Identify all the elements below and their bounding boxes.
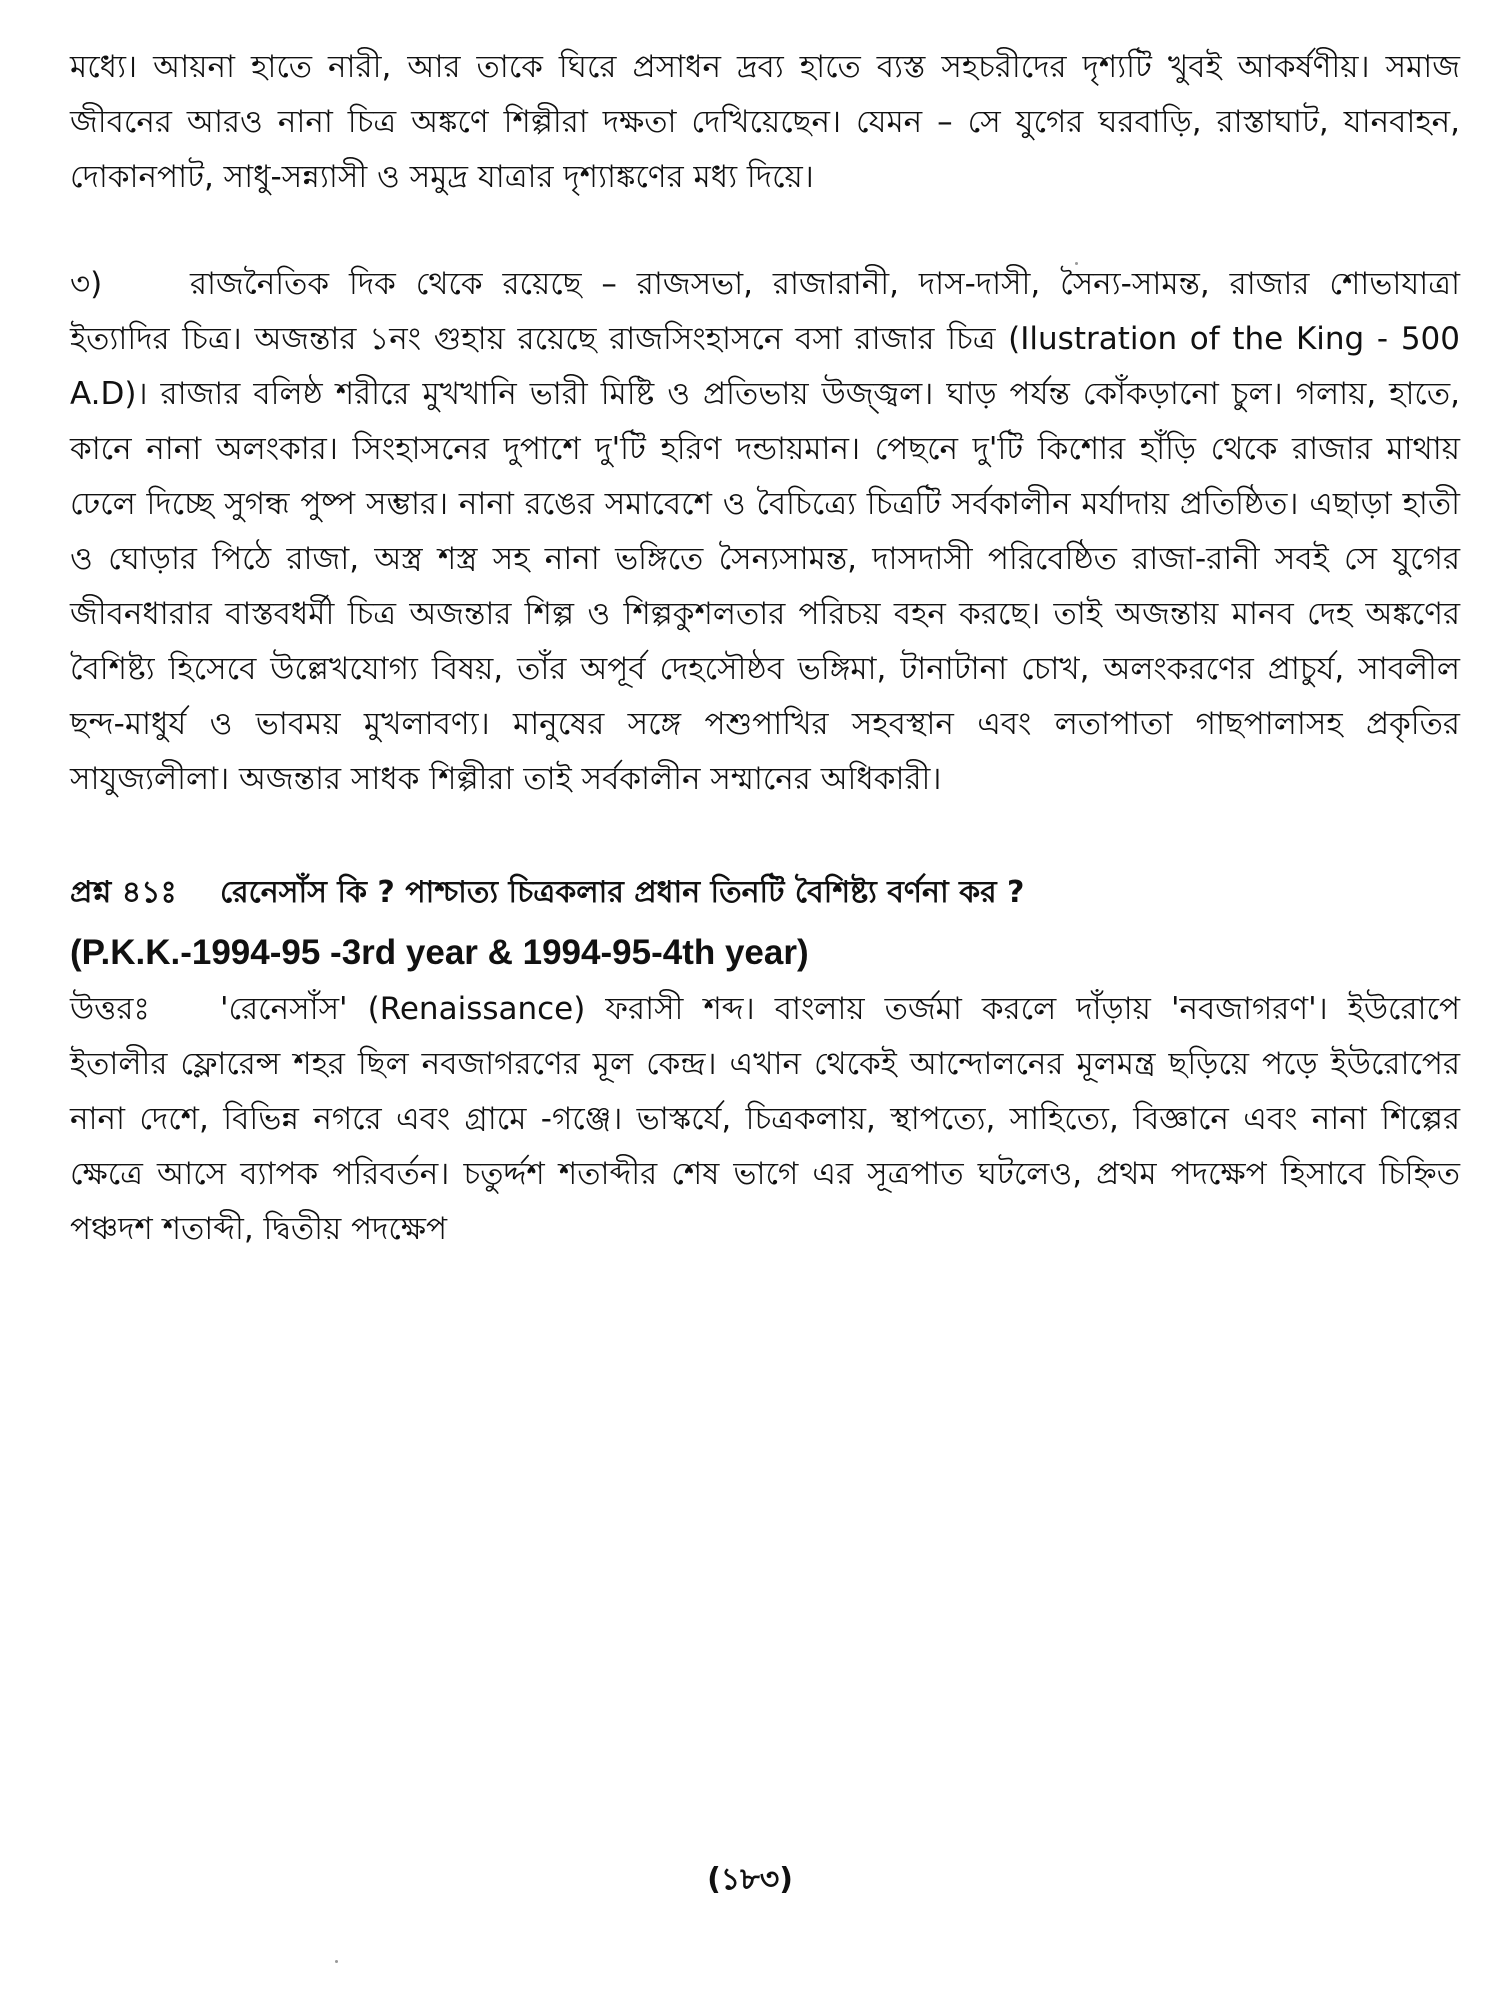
page-number: (১৮৩) — [707, 1862, 793, 1897]
paragraph-society: মধ্যে। আয়না হাতে নারী, আর তাকে ঘিরে প্রসাধন দ্রব্য হাতে ব্যস্ত সহচরীদের দৃশ্যটি খুবই আকর্ষণীয়। সমাজ জীবনের আরও নানা চিত্র অঙ্কণে শিল্পীরা দক্ষতা দেখিয়েছেন। যেমন – সে যুগের ঘরবাড়ি, রাস্তাঘাট, যানবাহন, দোকানপাট, সাধু-সন্ন্যাসী ও সমুদ্র যাত্রার দৃশ্যাঙ্কণের মধ্য দিয়ে। — [70, 49, 1460, 195]
exam-reference: (P.K.K.-1994-95 -3rd year & 1994-95-4th year) — [70, 933, 809, 972]
answer-paragraph — [70, 982, 1460, 1257]
question-text: রেনেসাঁস কি ? পাশ্চাত্য চিত্রকলার প্রধান তিনটি বৈশিষ্ট্য বর্ণনা কর ? — [220, 875, 1025, 910]
answer-label: উত্তরঃ — [70, 991, 150, 1027]
answer-text: 'রেনেসাঁস' (Renaissance) ফরাসী শব্দ। বাংলায় তর্জমা করলে দাঁড়ায় 'নবজাগরণ'। ইউরোপে ইতালীর ফ্লোরেন্স শহর ছিল নবজাগরণের মূল কেন্দ্র। এখান থেকেই আন্দোলনের মূলমন্ত্র ছড়িয়ে পড়ে ইউরোপের নানা দেশে, বিভিন্ন নগরে এবং গ্রামে -গঞ্জে। ভাস্কর্যে, চিত্রকলায়, স্থাপত্যে, সাহিত্যে, বিজ্ঞানে এবং নানা শিল্পের ক্ষেত্রে আসে ব্যাপক পরিবর্তন। চতুর্দ্দশ শতাব্দীর শেষ ভাগে এর সূত্রপাত ঘটলেও, প্রথম পদক্ষেপ হিসাবে চিহ্নিত পঞ্চদশ শতাব্দী, দ্বিতীয় পদক্ষেপ — [70, 991, 1460, 1247]
item-number: ৩) — [70, 266, 103, 302]
question-block — [70, 865, 1460, 982]
scan-speck — [1075, 262, 1078, 265]
page-content — [70, 40, 1460, 1257]
scan-speck — [335, 1960, 338, 1963]
question-heading — [70, 865, 1460, 920]
paragraph-politics — [70, 257, 1460, 807]
question-label: প্রশ্ন ৪১ঃ — [70, 875, 177, 910]
paragraph-politics-text: রাজনৈতিক দিক থেকে রয়েছে – রাজসভা, রাজারানী, দাস-দাসী, সৈন্য-সামন্ত, রাজার শোভাযাত্রা ইত্যাদির চিত্র। অজন্তার ১নং গুহায় রয়েছে রাজসিংহাসনে বসা রাজার চিত্র (Ilustration of the King - 500 A.D)। রাজার বলিষ্ঠ শরীরে মুখখানি ভারী মিষ্টি ও প্রতিভায় উজ্জ্বল। ঘাড় পর্যন্ত কোঁকড়ানো চুল। গলায়, হাতে, কানে নানা অলংকার। সিংহাসনের দুপাশে দু'টি হরিণ দন্ডায়মান। পেছনে দু'টি কিশোর হাঁড়ি থেকে রাজার মাথায় ঢেলে দিচ্ছে সুগন্ধ পুষ্প সম্ভার। নানা রঙের সমাবেশে ও বৈচিত্র্যে চিত্রটি সর্বকালীন মর্যাদায় প্রতিষ্ঠিত। এছাড়া হাতী ও ঘোড়ার পিঠে রাজা, অস্ত্র শস্ত্র সহ নানা ভঙ্গিতে সৈন্যসামন্ত, দাসদাসী পরিবেষ্ঠিত রাজা-রানী সবই সে যুগের জীবনধারার বাস্তবধর্মী চিত্র অজন্তার শিল্প ও শিল্পকুশলতার পরিচয় বহন করছে। তাই অজন্তায় মানব দেহ অঙ্কণের বৈশিষ্ট্য হিসেবে উল্লেখযোগ্য বিষয়, তাঁর অপূর্ব দেহসৌষ্ঠব ভঙ্গিমা, টানাটানা চোখ, অলংকরণের প্রাচুর্য, সাবলীল ছন্দ-মাধুর্য ও ভাবময় মুখলাবণ্য। মানুষের সঙ্গে পশুপাখির সহবস্থান এবং লতাপাতা গাছপালাসহ প্রকৃতির সাযুজ্যলীলা। অজন্তার সাধক শিল্পীরা তাই সর্বকালীন সম্মানের অধিকারী। — [70, 266, 1460, 797]
